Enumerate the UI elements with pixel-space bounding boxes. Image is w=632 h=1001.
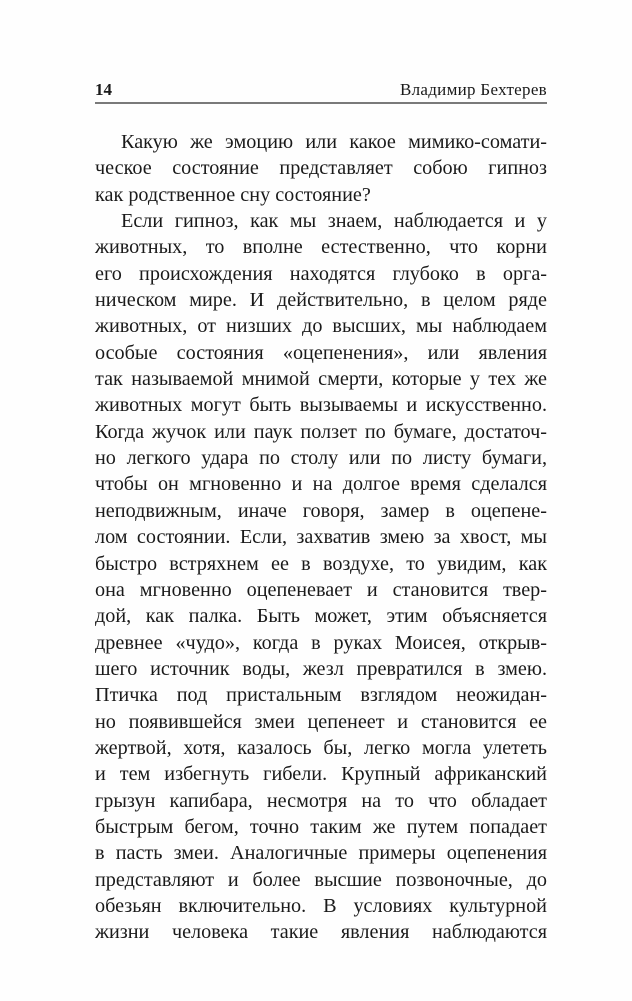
text-line: в пасть змеи. Аналогичные примеры оцепенения bbox=[95, 842, 547, 865]
running-title-author: Владимир Бехтерев bbox=[399, 80, 547, 99]
page-number: 14 bbox=[95, 80, 112, 99]
text-line: животных могут быть вызываемы и искусственно. bbox=[95, 394, 547, 417]
text-line: его происхождения находятся глубоко в орга- bbox=[95, 262, 547, 285]
text-line: но легкого удара по столу или по листу бумаги, bbox=[95, 447, 547, 470]
text-line: животных, то вполне естественно, что корни bbox=[95, 236, 547, 259]
text-line: и тем избегнуть гибели. Крупный африканский bbox=[95, 763, 547, 786]
book-page bbox=[95, 78, 547, 946]
text-line: Если гипноз, как мы знаем, наблюдается и у bbox=[121, 210, 547, 233]
text-line: она мгновенно оцепеневает и становится твер- bbox=[95, 578, 547, 601]
text-line: Какую же эмоцию или какое мимико-сомати- bbox=[121, 131, 547, 153]
text-line: быстро встряхнем ее в воздухе, то увидим, как bbox=[95, 552, 547, 575]
text-line: дой, как палка. Быть может, этим объясняется bbox=[95, 605, 547, 628]
text-line: лом состоянии. Если, захватив змею за хвост, мы bbox=[95, 526, 547, 549]
text-line: представляют и более высшие позвоночные, до bbox=[95, 868, 547, 891]
text-line: так называемой мнимой смерти, которые у тех же bbox=[95, 368, 547, 391]
text-line: Птичка под пристальным взглядом неожидан- bbox=[95, 684, 547, 707]
text-line: древнее «чудо», когда в руках Моисея, открыв- bbox=[95, 631, 547, 654]
text-line: животных, от низших до высших, мы наблюдаем bbox=[95, 315, 547, 338]
text-line: как родственное сну состояние? bbox=[95, 183, 371, 206]
text-line: неподвижным, иначе говоря, замер в оцепене- bbox=[95, 499, 547, 522]
text-line: шего источник воды, жезл превратился в змею. bbox=[95, 657, 547, 680]
text-line: Когда жучок или паук ползет по бумаге, достаточ- bbox=[95, 420, 547, 443]
text-line: ническом мире. И действительно, в целом ряде bbox=[95, 289, 547, 312]
text-line: обезьян включительно. В условиях культурной bbox=[95, 894, 547, 917]
body-text bbox=[95, 129, 547, 946]
text-line: чтобы он мгновенно и на долгое время сделался bbox=[95, 473, 547, 496]
text-line: но появившейся змеи цепенеет и становится ее bbox=[95, 710, 547, 733]
text-line: грызун капибара, несмотря на то что обладает bbox=[95, 789, 547, 812]
text-line: жизни человека такие явления наблюдаются bbox=[95, 921, 547, 944]
text-line: ческое состояние представляет собою гипноз bbox=[95, 157, 547, 180]
text-line: жертвой, хотя, казалось бы, легко могла улететь bbox=[95, 736, 547, 759]
running-head bbox=[95, 78, 547, 104]
text-line: быстрым бегом, точно таким же путем попадает bbox=[95, 815, 547, 838]
text-line: особые состояния «оцепенения», или явления bbox=[95, 341, 547, 364]
